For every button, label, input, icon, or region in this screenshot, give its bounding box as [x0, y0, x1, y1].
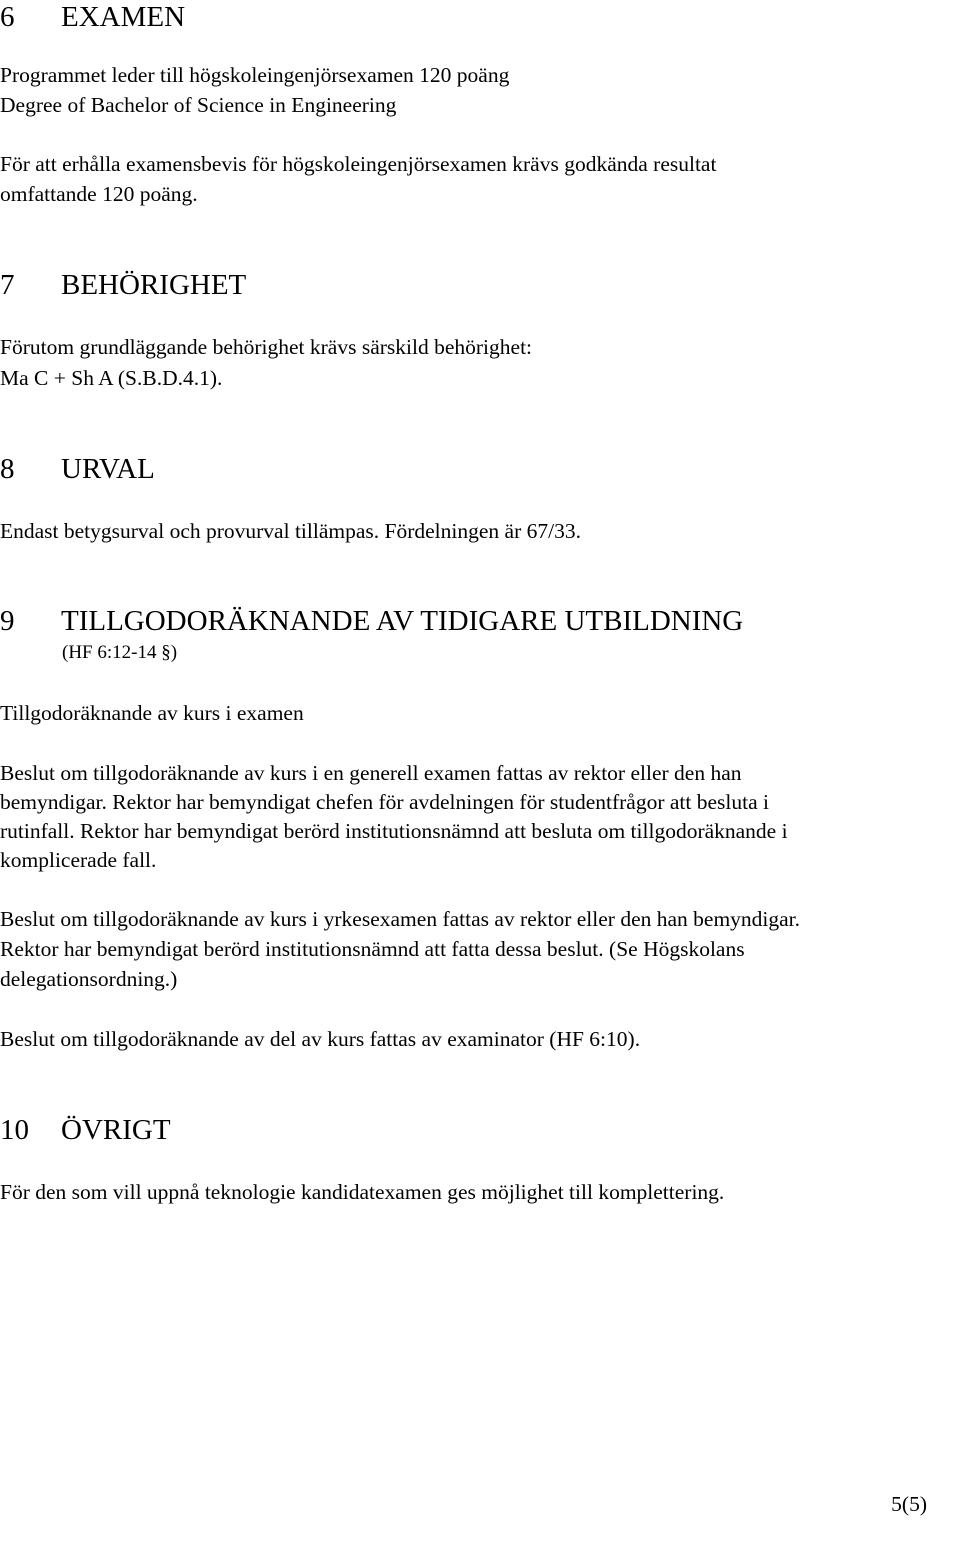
- exam-requirement-line-2: omfattande 120 poäng.: [0, 182, 198, 206]
- paragraph-1-line-4: komplicerade fall.: [0, 848, 157, 872]
- section-title: URVAL: [61, 453, 155, 485]
- section-8-heading: [0, 452, 155, 486]
- section-7-heading: [0, 268, 246, 302]
- section-9-heading: [0, 604, 743, 638]
- section-title: BEHÖRIGHET: [61, 269, 247, 301]
- paragraph-3-line-1: Beslut om tillgodoräknande av del av kurs fattas av examinator (HF 6:10).: [0, 1027, 641, 1051]
- credit-transfer-heading: Tillgodoräknande av kurs i examen: [0, 701, 304, 725]
- degree-line-swedish: Programmet leder till högskoleingenjörsexamen 120 poäng: [0, 63, 510, 87]
- paragraph-2-line-3: delegationsordning.): [0, 967, 178, 991]
- eligibility-line-2: Ma C + Sh A (S.B.D.4.1).: [0, 366, 223, 390]
- degree-line-english: Degree of Bachelor of Science in Engineering: [0, 93, 397, 117]
- section-9-subtitle: (HF 6:12-14 §): [62, 642, 178, 663]
- section-title: TILLGODORÄKNANDE AV TIDIGARE UTBILDNING: [61, 605, 744, 637]
- paragraph-1-line-3: rutinfall. Rektor har bemyndigat berörd institutionsnämnd att besluta om tillgodoräknande i: [0, 819, 788, 843]
- paragraph-1-line-1: Beslut om tillgodoräknande av kurs i en generell examen fattas av rektor eller den han: [0, 761, 742, 785]
- section-number: 6: [0, 1, 15, 33]
- exam-requirement-line-1: För att erhålla examensbevis för högskoleingenjörsexamen krävs godkända resultat: [0, 152, 717, 176]
- page-number: 5(5): [891, 1492, 927, 1516]
- paragraph-2-line-2: Rektor har bemyndigat berörd institutionsnämnd att fatta dessa beslut. (Se Högskolans: [0, 937, 745, 961]
- section-number: 8: [0, 453, 15, 485]
- section-10-heading: [0, 1113, 171, 1147]
- paragraph-1-line-2: bemyndigar. Rektor har bemyndigat chefen för avdelningen för studentfrågor att besluta i: [0, 790, 769, 814]
- eligibility-line-1: Förutom grundläggande behörighet krävs särskild behörighet:: [0, 335, 533, 359]
- section-number: 10: [0, 1114, 29, 1146]
- section-title: ÖVRIGT: [61, 1114, 171, 1146]
- selection-line: Endast betygsurval och provurval tillämpas. Fördelningen är 67/33.: [0, 519, 581, 543]
- section-title: EXAMEN: [61, 1, 186, 33]
- section-number: 9: [0, 605, 15, 637]
- other-line: För den som vill uppnå teknologie kandidatexamen ges möjlighet till komplettering.: [0, 1180, 725, 1204]
- paragraph-2-line-1: Beslut om tillgodoräknande av kurs i yrkesexamen fattas av rektor eller den han bemyndigar.: [0, 907, 801, 931]
- section-number: 7: [0, 269, 15, 301]
- section-6-heading: [0, 0, 185, 34]
